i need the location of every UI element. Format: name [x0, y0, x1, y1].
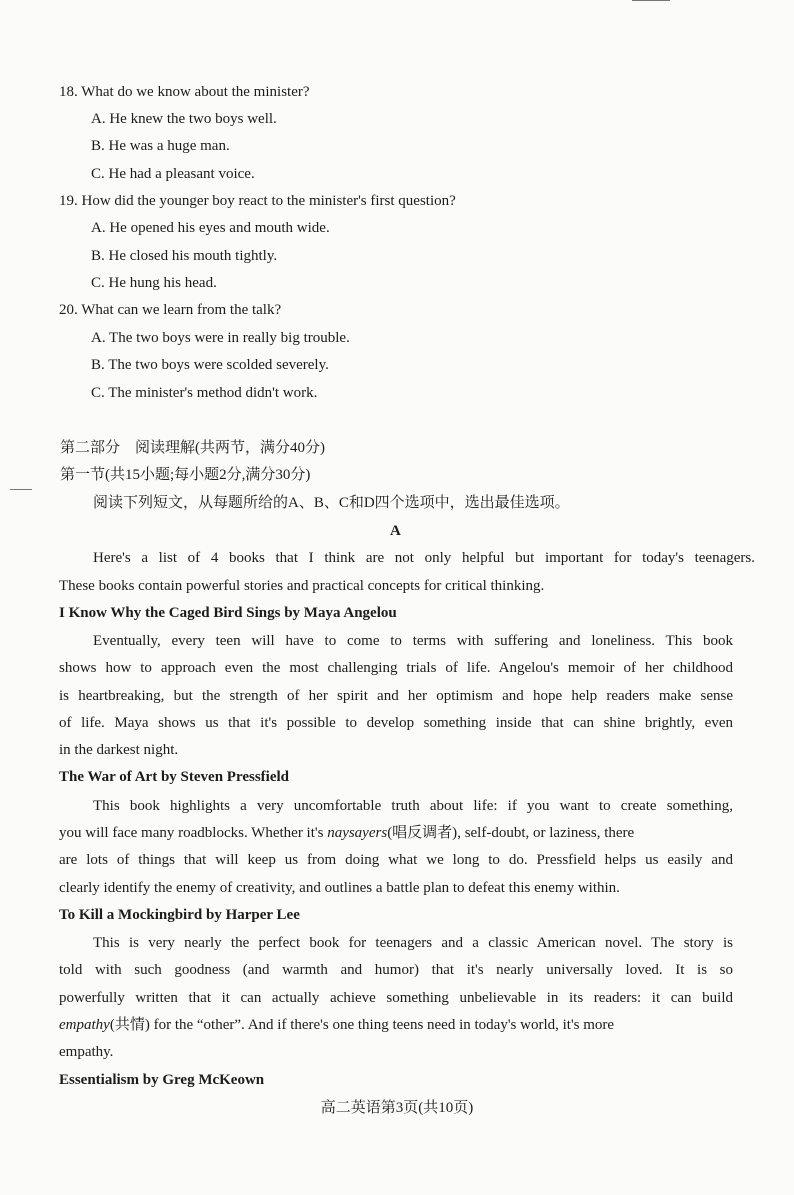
book-3-line-3: powerfully written that it can actually achieve something unbelievable in its readers: it can build — [59, 990, 733, 1006]
book-3-line-2: told with such goodness (and warmth and humor) that it's nearly universally loved. It is so — [59, 962, 733, 978]
question-19-option-c: C. He hung his head. — [91, 275, 217, 291]
question-19-option-b: B. He closed his mouth tightly. — [91, 248, 278, 264]
question-20-option-b: B. The two boys were scolded severely. — [91, 357, 329, 373]
question-18-option-a: A. He knew the two boys well. — [91, 111, 277, 127]
top-edge-mark — [632, 0, 670, 1]
intro-line-2: These books contain powerful stories and practical concepts for critical thinking. — [59, 578, 545, 594]
book-1-line-5: in the darkest night. — [59, 742, 179, 758]
empathy-gloss: (共情) — [109, 1017, 150, 1033]
page-footer: 高二英语第3页(共10页) — [320, 1100, 474, 1116]
reading-instruction: 阅读下列短文，从每题所给的A、B、C和D四个选项中，选出最佳选项。 — [93, 495, 570, 511]
section1-title: 第一节(共15小题;每小题2分,满分30分) — [60, 467, 311, 483]
book-2-title: The War of Art by Steven Pressfield — [59, 769, 289, 785]
empathy-word: empathy — [59, 1017, 110, 1033]
book-1-line-1: Eventually, every teen will have to come to terms with suffering and loneliness. This book — [93, 633, 733, 649]
question-18-stem: 18. What do we know about the minister? — [59, 84, 310, 100]
question-20-stem: 20. What can we learn from the talk? — [59, 302, 282, 318]
book-2-line-1: This book highlights a very uncomfortable truth about life: if you want to create something, — [93, 798, 733, 814]
book-3-line-1: This is very nearly the perfect book for teenagers and a classic American novel. The story is — [93, 935, 733, 951]
question-18-option-c: C. He had a pleasant voice. — [91, 166, 255, 182]
book-3-line-4-tail: for the “other”. And if there's one thing teens need in today's world, it's more — [149, 1017, 615, 1033]
question-19-option-a: A. He opened his eyes and mouth wide. — [91, 220, 330, 236]
book-1-line-3: is heartbreaking, but the strength of her spirit and her optimism and hope help readers make sense — [59, 688, 733, 704]
margin-mark — [10, 489, 32, 490]
book-2-line-4: clearly identify the enemy of creativity, and outlines a battle plan to defeat this enemy within. — [59, 880, 620, 896]
part2-title: 第二部分 阅读理解(共两节，满分40分) — [60, 440, 325, 456]
book-2-line-2 — [59, 823, 733, 843]
book-1-title: I Know Why the Caged Bird Sings by Maya Angelou — [59, 605, 397, 621]
book-2-line-2-head: you will face many roadblocks. Whether it's — [59, 825, 328, 841]
question-18-option-b: B. He was a huge man. — [91, 138, 230, 154]
question-20-option-c: C. The minister's method didn't work. — [91, 385, 318, 401]
book-3-line-4 — [59, 1015, 733, 1035]
passage-label: A — [390, 523, 401, 539]
book-4-title: Essentialism by Greg McKeown — [59, 1072, 265, 1088]
naysayers-word: naysayers — [327, 825, 388, 841]
naysayers-gloss: (唱反调者) — [387, 825, 458, 841]
intro-line-1: Here's a list of 4 books that I think are not only helpful but important for today's teenagers. — [93, 550, 755, 566]
book-3-title: To Kill a Mockingbird by Harper Lee — [59, 907, 300, 923]
question-19-stem: 19. How did the younger boy react to the minister's first question? — [59, 193, 456, 209]
book-2-line-2-tail: , self-doubt, or laziness, there — [457, 825, 635, 841]
book-1-line-4: of life. Maya shows us that it's possible to develop something inside that can shine brightly, even — [59, 715, 733, 731]
book-3-line-5: empathy. — [59, 1044, 114, 1060]
book-1-line-2: shows how to approach even the most challenging trials of life. Angelou's memoir of her childhood — [59, 660, 733, 676]
book-2-line-3: are lots of things that will keep us from doing what we long to do. Pressfield helps us easily and — [59, 852, 733, 868]
question-20-option-a: A. The two boys were in really big trouble. — [91, 330, 350, 346]
